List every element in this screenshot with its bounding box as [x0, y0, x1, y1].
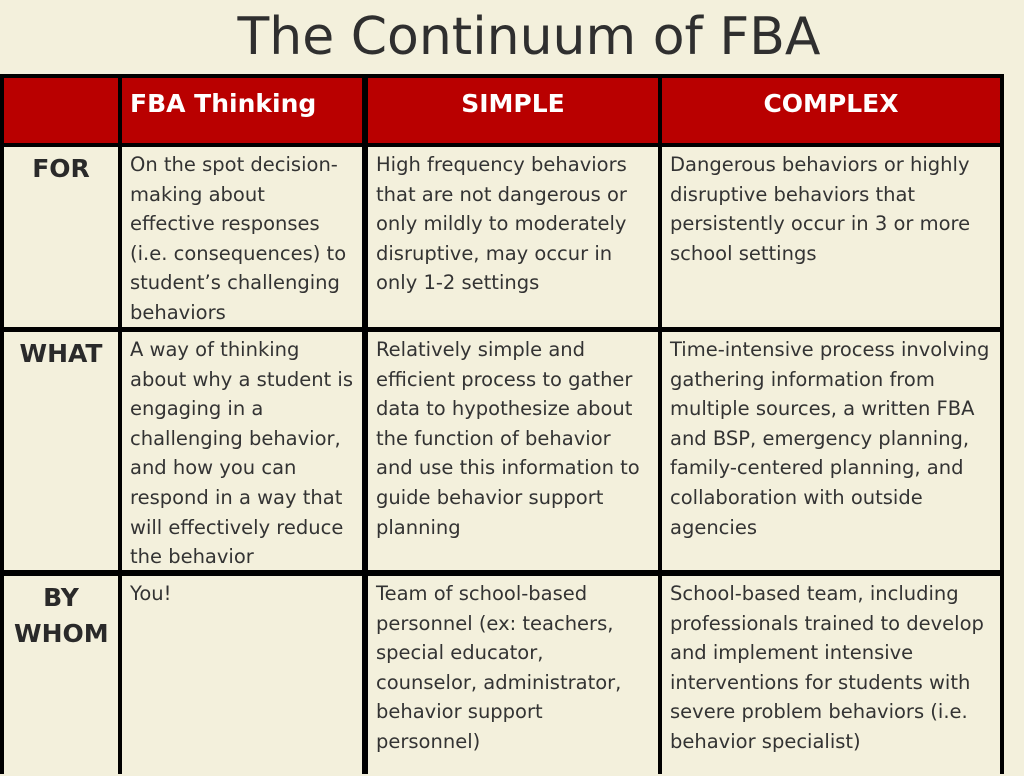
row-label-what: WHAT [4, 332, 118, 570]
table-header-complex: COMPLEX [662, 78, 1000, 143]
cell-by-whom-simple: Team of school-based personnel (ex: teachers, special educator, counselor, administrator, behavior support personnel) [368, 576, 658, 776]
row-label-for: FOR [4, 147, 118, 327]
cell-what-simple: Relatively simple and efficient process to gather data to hypothesize about the function of behavior and use this information to guide behavior support planning [368, 332, 658, 570]
cell-for-fba-thinking: On the spot decision-making about effective responses (i.e. consequences) to student’s challenging behaviors [122, 147, 362, 327]
cell-for-simple: High frequency behaviors that are not dangerous or only mildly to moderately disruptive, may occur in only 1-2 settings [368, 147, 658, 327]
row-label-by-whom: BY WHOM [4, 576, 118, 776]
table-header-fba-thinking: FBA Thinking [122, 78, 362, 143]
continuum-table [0, 74, 1004, 774]
cell-for-complex: Dangerous behaviors or highly disruptive behaviors that persistently occur in 3 or more school settings [662, 147, 1000, 327]
cell-what-complex: Time-intensive process involving gathering information from multiple sources, a written FBA and BSP, emergency planning, family-centered planning, and collaboration with outside agencies [662, 332, 1000, 570]
cell-what-fba-thinking: A way of thinking about why a student is engaging in a challenging behavior, and how you can respond in a way that will effectively reduce the behavior [122, 332, 362, 570]
slide-title: The Continuum of FBA [237, 7, 821, 67]
cell-by-whom-complex: School-based team, including professionals trained to develop and implement intensive interventions for students with severe problem behaviors (i.e. behavior specialist) [662, 576, 1000, 776]
table-header-corner [4, 78, 118, 143]
table-header-simple: SIMPLE [368, 78, 658, 143]
cell-by-whom-fba-thinking: You! [122, 576, 362, 776]
